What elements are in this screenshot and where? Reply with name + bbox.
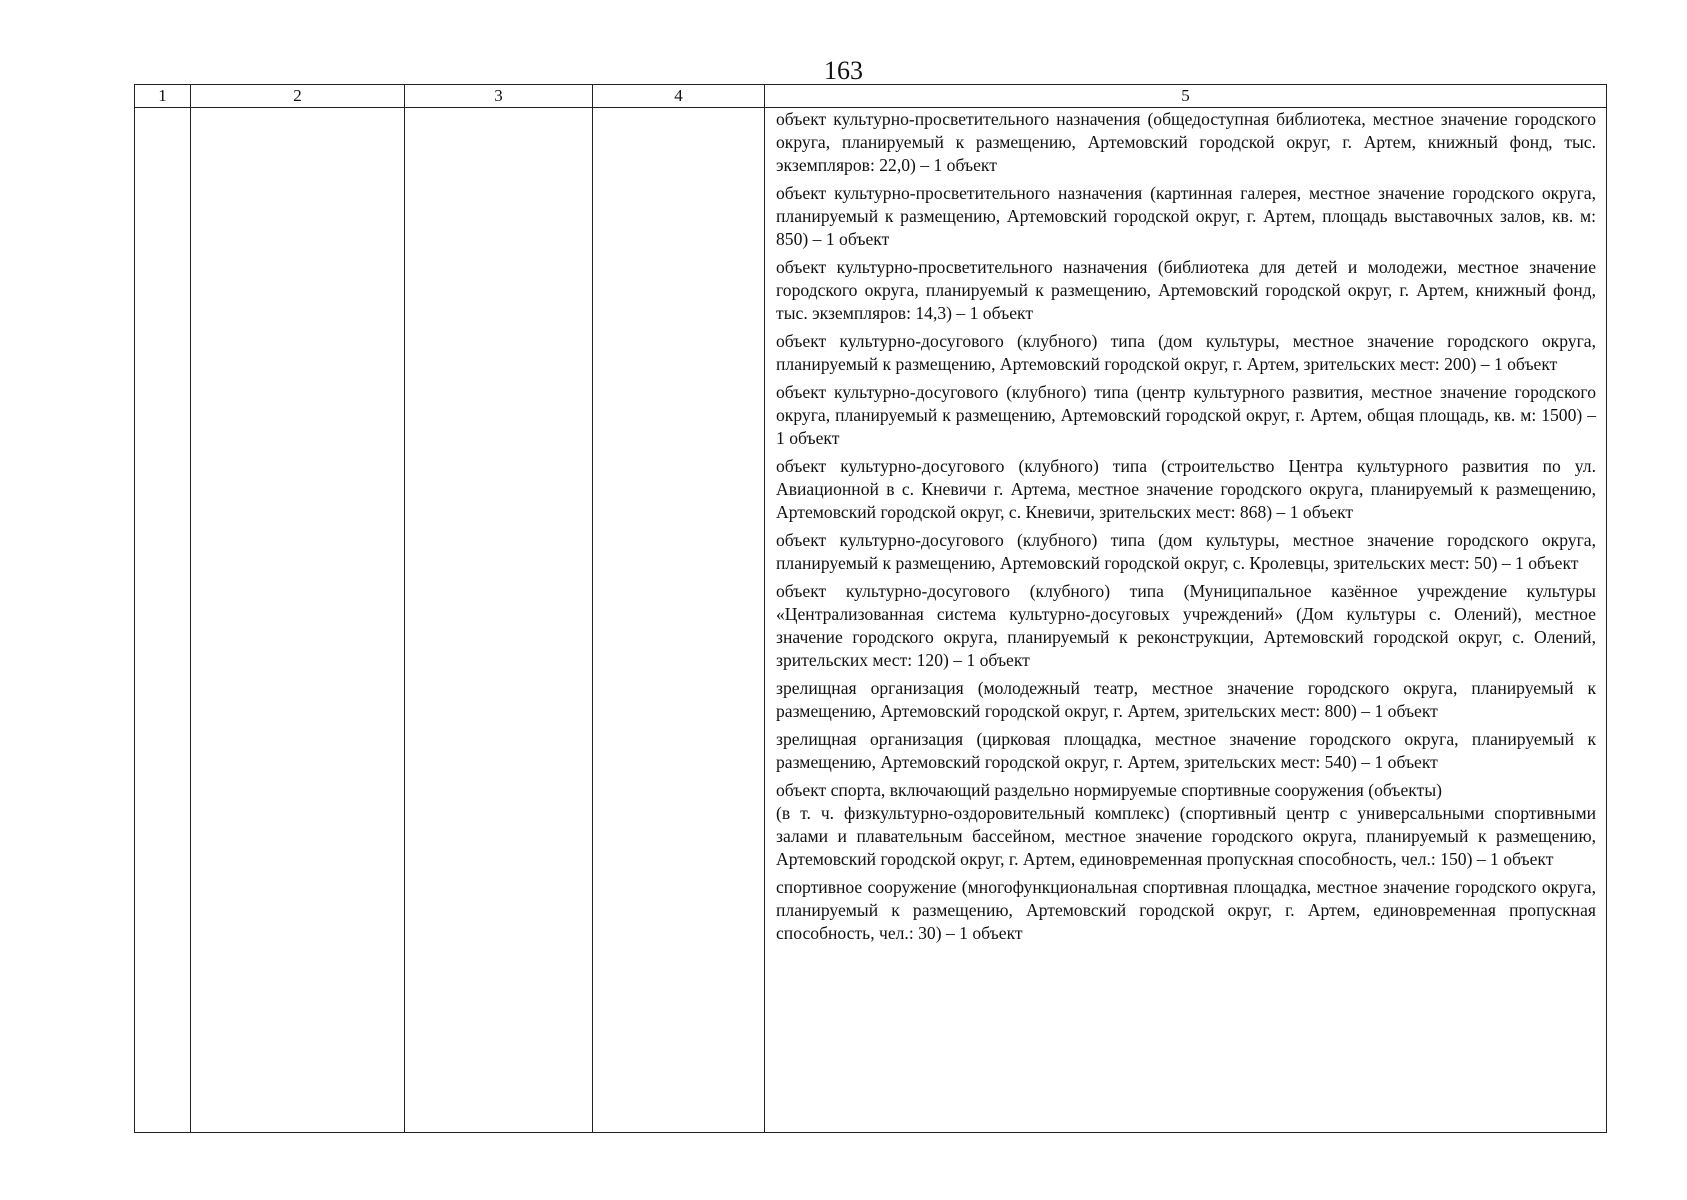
entry-text: объект культурно-просветительного назначения (библиотека для детей и молодежи, местное значение городского округа, планируемый к размещению, Артемовский городской округ, г. Артем, книжный фонд, тыс. экземпляров: 14,3) – 1 объект: [776, 257, 1596, 323]
column-header-2: 2: [191, 85, 405, 108]
list-item: [765, 677, 1606, 728]
column-3-cell: [405, 108, 593, 1133]
entry-text: объект культурно-досугового (клубного) типа (центр культурного развития, местное значение городского округа, планируемый к размещению, Артемовский городской округ, г. Артем, общая площадь, кв. м: 1500) – 1 объект: [776, 382, 1596, 448]
list-item: [765, 876, 1606, 950]
list-item: [765, 108, 1606, 182]
list-item: [765, 256, 1606, 330]
list-item: [765, 182, 1606, 256]
entry-text: объект спорта, включающий раздельно нормируемые спортивные сооружения (объекты): [776, 780, 1442, 800]
column-4-cell: [593, 108, 765, 1133]
column-header-3: 3: [405, 85, 593, 108]
list-item: [765, 580, 1606, 677]
list-item: [765, 529, 1606, 580]
list-item: [765, 455, 1606, 529]
entry-text: объект культурно-досугового (клубного) типа (Муниципальное казённое учреждение культуры «Централизованная система культурно-досуговых учреждений» (Дом культуры с. Олений), местное значение городского округа, планируемый к реконструкции, Артемовский городской округ, с. Олений, зрительских мест: 120) – 1 объект: [776, 581, 1596, 670]
list-item: [765, 728, 1606, 779]
table-row: [135, 108, 1607, 1133]
entry-text: зрелищная организация (цирковая площадка, местное значение городского округа, планируемый к размещению, Артемовский городской округ, г. Артем, зрительских мест: 540) – 1 объект: [776, 729, 1596, 772]
column-header-4: 4: [593, 85, 765, 108]
column-1-cell: [135, 108, 191, 1133]
column-header-1: 1: [135, 85, 191, 108]
entry-text: объект культурно-просветительного назначения (общедоступная библиотека, местное значение городского округа, планируемый к размещению, Артемовский городской округ, г. Артем, книжный фонд, тыс. экземпляров: 22,0) – 1 объект: [776, 109, 1596, 175]
entry-text: зрелищная организация (молодежный театр, местное значение городского округа, планируемый к размещению, Артемовский городской округ, г. Артем, зрительских мест: 800) – 1 объект: [776, 678, 1596, 721]
table-header-row: [135, 85, 1607, 108]
page-number: 163: [824, 56, 863, 85]
column-header-5: 5: [765, 85, 1607, 108]
entry-text: объект культурно-досугового (клубного) типа (строительство Центра культурного развития по ул. Авиационной в с. Кневичи г. Артема, местное значение городского округа, планируемый к размещению, Артемовский городской округ, с. Кневичи, зрительских мест: 868) – 1 объект: [776, 456, 1596, 522]
list-item: [765, 381, 1606, 455]
document-table: [134, 84, 1607, 1133]
list-item: [765, 779, 1606, 876]
entry-text: (в т. ч. физкультурно-оздоровительный комплекс) (спортивный центр с универсальными спортивными залами и плавательным бассейном, местное значение городского округа, планируемый к размещению, Артемовский городской округ, г. Артем, единовременная пропускная способность, чел.: 150) – 1 объект: [776, 803, 1596, 869]
entry-text: объект культурно-досугового (клубного) типа (дом культуры, местное значение городского округа, планируемый к размещению, Артемовский городской округ, г. Артем, зрительских мест: 200) – 1 объект: [776, 331, 1596, 374]
entry-text: объект культурно-досугового (клубного) типа (дом культуры, местное значение городского округа, планируемый к размещению, Артемовский городской округ, с. Кролевцы, зрительских мест: 50) – 1 объект: [776, 530, 1596, 573]
entry-text: объект культурно-просветительного назначения (картинная галерея, местное значение городского округа, планируемый к размещению, Артемовский городской округ, г. Артем, площадь выставочных залов, кв. м: 850) – 1 объект: [776, 183, 1596, 249]
entry-text: спортивное сооружение (многофункциональная спортивная площадка, местное значение городского округа, планируемый к размещению, Артемовский городской округ, г. Артем, единовременная пропускная способность, чел.: 30) – 1 объект: [776, 877, 1596, 943]
column-5-cell: [765, 108, 1607, 1133]
column-2-cell: [191, 108, 405, 1133]
list-item: [765, 330, 1606, 381]
